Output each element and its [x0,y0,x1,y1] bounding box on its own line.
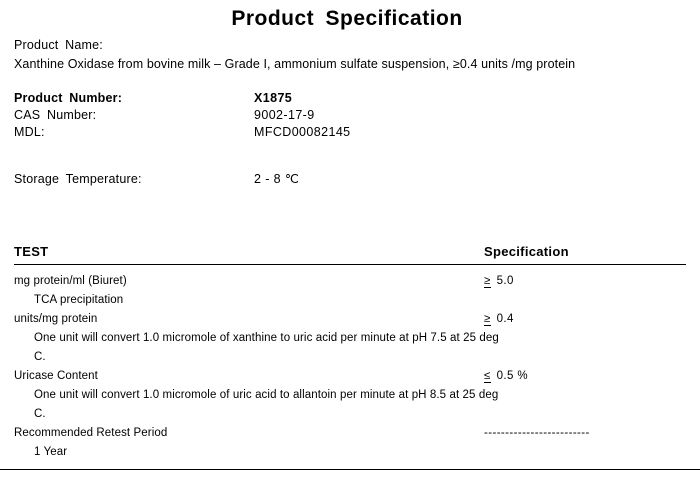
product-name-label: Product Name: [14,38,103,52]
column-header-test: TEST [14,244,49,259]
test-value: 1 Year [34,446,68,458]
table-row [14,424,686,443]
product-name-value: Xanthine Oxidase from bovine milk – Grade I, ammonium sulfate suspension, ≥0.4 units /mg protein [14,57,576,71]
field-value: MFCD00082145 [254,125,351,139]
test-note: One unit will convert 1.0 micromole of uric acid to allantoin per minute at pH 8.5 at 25 deg C. [34,389,499,420]
field-label: Product Number: [14,91,123,105]
test-name: Uricase Content [14,370,98,382]
storage-temperature-row [14,171,686,188]
header-divider [14,264,686,265]
field-label: CAS Number: [14,108,97,122]
field-label: MDL: [14,125,45,139]
spec-table-body [14,272,686,462]
test-name: Recommended Retest Period [14,427,168,439]
comparator-less-equal-icon: ≤ [484,370,491,382]
spec-table-header [14,244,686,264]
storage-temperature-label: Storage Temperature: [14,172,142,186]
specification-document [0,7,700,498]
field-row-mdl [14,124,686,141]
storage-temperature-value: 2 - 8 ℃ [254,172,300,186]
field-value: 9002-17-9 [254,108,315,122]
spec-value-placeholder: ------------------------- [484,427,590,439]
table-row [14,367,686,386]
spec-value [484,367,528,386]
identifier-fields [14,90,686,141]
test-name: TCA precipitation [34,294,124,306]
table-row [14,443,686,462]
spec-value [484,272,514,291]
table-row [14,272,686,291]
comparator-greater-equal-icon: ≥ [484,313,491,325]
spec-value [484,310,514,329]
table-row [14,291,686,310]
test-name: mg protein/ml (Biuret) [14,275,127,287]
comparator-greater-equal-icon: ≥ [484,275,491,287]
spec-number: 0.4 [496,313,514,325]
test-note: One unit will convert 1.0 micromole of xanthine to uric acid per minute at pH 7.5 at 25 deg C. [34,332,499,363]
table-row [14,310,686,329]
spec-number: 0.5 % [496,370,529,382]
footer-divider [0,469,700,470]
field-value: X1875 [254,91,293,105]
test-name: units/mg protein [14,313,98,325]
field-row-cas-number [14,107,686,124]
table-row [14,386,686,424]
table-row [14,329,686,367]
field-row-product-number [14,90,686,107]
page-title: Product Specification [231,7,463,30]
column-header-specification: Specification [484,244,569,259]
spec-number: 5.0 [496,275,514,287]
